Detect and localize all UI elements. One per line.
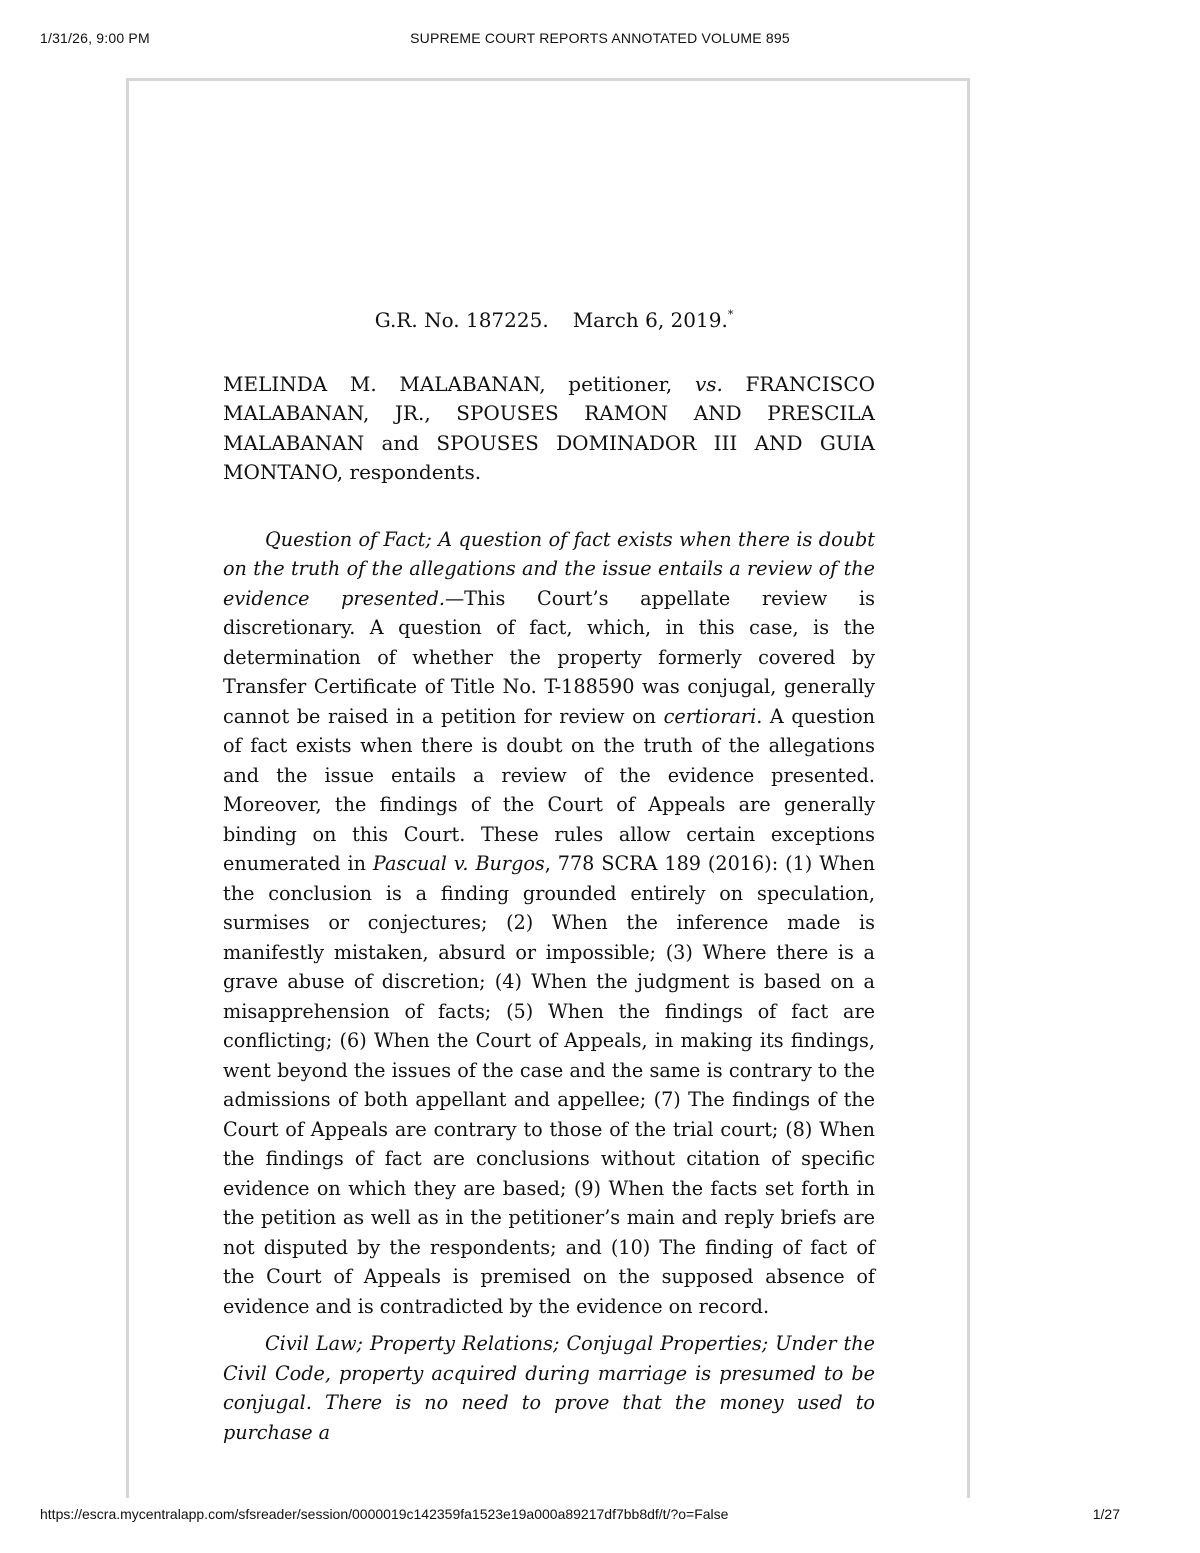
syllabus-body-1b: . A question of fact exists when there is doubt on the truth of the allegations and the issue entails a review of the evidence presented. Moreover, the findings of the Court of Appeals are generally binding on this Court. These rules allow certain exceptions enumerated in — [223, 704, 875, 875]
versus: vs. — [694, 371, 723, 396]
syllabus-body-1a: —This Court’s appellate review is discretionary. A question of fact, which, in this case, is the determination of whether the property formerly covered by Transfer Certificate of Title No. T-188590 was conjugal, generally cannot be raised in a petition for review on — [223, 586, 875, 728]
syllabus-italic-certiorari: certiorari — [663, 704, 757, 728]
document-content — [223, 300, 875, 1455]
print-date: 1/31/26, 9:00 PM — [40, 30, 150, 46]
decision-date: March 6, 2019. — [572, 308, 728, 332]
gr-number: G.R. No. 187225. — [374, 308, 549, 332]
page-number: 1/27 — [1092, 1506, 1120, 1522]
print-header — [40, 30, 1160, 50]
case-number-line — [223, 300, 875, 336]
syllabus-italic-case-cite: Pascual v. Burgos — [372, 852, 545, 875]
syllabus-paragraph-1 — [223, 525, 875, 1322]
petitioner: MELINDA M. MALABANAN, petitioner, — [223, 371, 673, 396]
syllabus-heading-2: Civil Law; Property Relations; Conjugal Properties; Under the Civil Code, property acquired during marriage is presumed to be conjugal. There is no need to prove that the money used to purchase a — [223, 1332, 875, 1444]
syllabus-heading-1: Question of Fact; A question of fact exists when there is doubt on the truth of the allegations and the issue entails a review of the evidence presented. — [223, 527, 875, 610]
print-footer — [40, 1506, 1160, 1526]
page-url: https://escra.mycentralapp.com/sfsreader/session/0000019c142359fa1523e19a000a89217df7bb8df/t/?o=False — [40, 1506, 729, 1522]
syllabus-paragraph-2 — [223, 1329, 875, 1447]
respondents: FRANCISCO MALABANAN, JR., SPOUSES RAMON AND PRESCILA MALABANAN and SPOUSES DOMINADOR III AND GUIA MONTANO, respondents. — [223, 371, 876, 484]
footnote-mark: * — [727, 308, 734, 321]
syllabus-body-1c: , 778 SCRA 189 (2016): (1) When the conclusion is a finding grounded entirely on speculation, surmises or conjectures; (2) When the inference made is manifestly mistaken, absurd or impossible; (3) Where there is a grave abuse of discretion; (4) When the judgment is based on a misapprehension of facts; (5) When the findings of fact are conflicting; (6) When the Court of Appeals, in making its findings, went beyond the issues of the case and the same is contrary to the admissions of both appellant and appellee; (7) The findings of the Court of Appeals are contrary to those of the trial court; (8) When the findings of fact are conclusions without citation of specific evidence on which they are based; (9) When the facts set forth in the petition as well as in the petitioner’s main and reply briefs are not disputed by the respondents; and (10) The finding of fact of the Court of Appeals is premised on the supposed absence of evidence and is contradicted by the evidence on record. — [223, 852, 875, 1318]
print-document-title: SUPREME COURT REPORTS ANNOTATED VOLUME 895 — [410, 30, 790, 46]
case-parties — [223, 370, 875, 488]
